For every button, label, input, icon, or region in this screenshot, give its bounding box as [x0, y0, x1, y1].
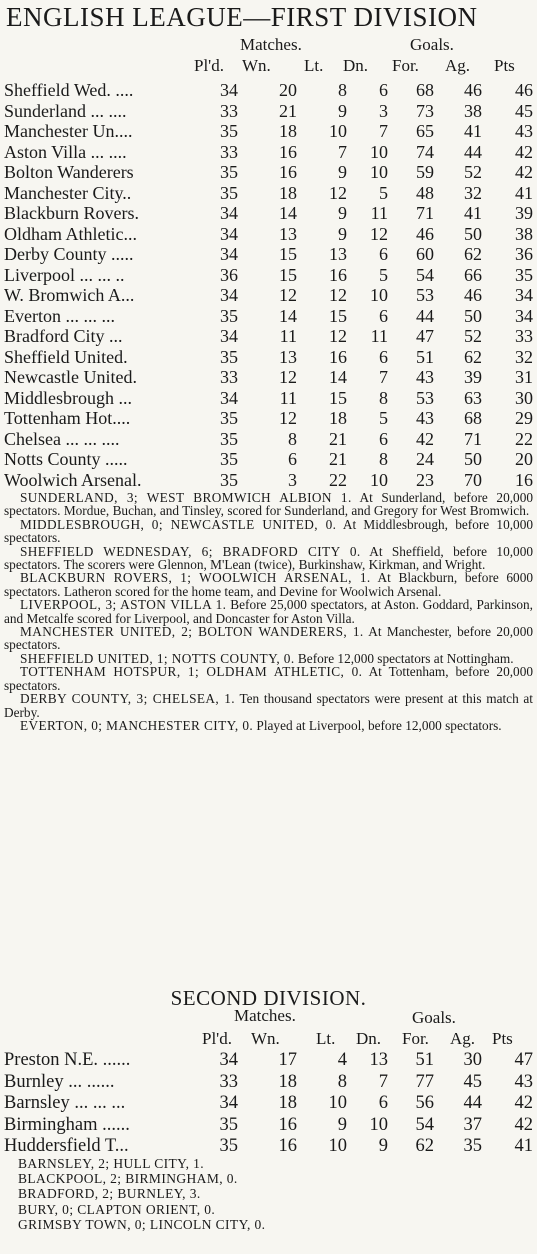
match-report	[4, 598, 533, 625]
column-header: Wn.	[251, 1029, 280, 1048]
first-division-title: ENGLISH LEAGUE—FIRST DIVISION	[6, 2, 478, 32]
cell-wn: 14	[279, 203, 297, 223]
cell-wn: 12	[279, 408, 297, 428]
cell-wn: 16	[278, 1136, 297, 1156]
match-report	[4, 692, 533, 719]
cell-lt: 12	[329, 182, 347, 203]
cell-ag: 63	[464, 387, 482, 408]
cell-for: 59	[416, 162, 434, 182]
column-header: Pts	[494, 56, 515, 75]
cell-for: 48	[416, 182, 434, 203]
team-name: Tottenham Hot....	[4, 408, 131, 428]
column-header: Lt.	[304, 56, 324, 75]
cell-for: 44	[416, 305, 434, 326]
match-score: EVERTON, 0; MANCHESTER CITY, 0.	[20, 717, 254, 733]
cell-pld: 34	[220, 326, 238, 346]
cell-wn: 12	[279, 367, 297, 387]
cell-ag: 46	[464, 80, 482, 100]
cell-pts: 39	[515, 203, 533, 223]
cell-wn: 21	[279, 100, 297, 121]
cell-ag: 50	[464, 223, 482, 244]
cell-pld: 34	[220, 285, 238, 305]
cell-lt: 9	[338, 162, 347, 182]
cell-ag: 45	[463, 1071, 482, 1092]
cell-dn: 5	[379, 182, 388, 203]
cell-lt: 10	[329, 121, 347, 141]
table-row	[4, 1136, 534, 1158]
match-score: TOTTENHAM HOTSPUR, 1; OLDHAM ATHLETIC, 0.	[20, 664, 363, 680]
table-row	[4, 347, 534, 368]
cell-for: 73	[416, 100, 434, 121]
cell-pts: 36	[515, 244, 533, 264]
cell-pts: 47	[514, 1050, 533, 1070]
cell-wn: 13	[279, 346, 297, 367]
cell-ag: 41	[464, 203, 482, 223]
cell-pld: 35	[220, 182, 238, 203]
cell-ag: 50	[464, 449, 482, 469]
cell-for: 68	[416, 80, 434, 100]
cell-dn: 6	[379, 428, 388, 449]
cell-ag: 52	[464, 162, 482, 182]
cell-pld: 35	[219, 1114, 238, 1135]
cell-pld: 34	[220, 223, 238, 244]
cell-for: 60	[416, 244, 434, 264]
team-name: Bradford City ...	[4, 326, 123, 346]
team-name: Middlesbrough ...	[4, 387, 132, 408]
match-report	[4, 719, 533, 732]
cell-pts: 16	[515, 469, 533, 490]
team-name: Bolton Wanderers	[4, 162, 134, 182]
cell-pld: 36	[220, 264, 238, 285]
column-header: Ag.	[445, 56, 471, 75]
match-score: LIVERPOOL, 3; ASTON VILLA 1.	[20, 597, 227, 613]
cell-for: 47	[416, 326, 434, 346]
cell-dn: 11	[370, 203, 388, 223]
cell-wn: 11	[279, 326, 297, 346]
match-score: MANCHESTER UNITED, 2; BOLTON WANDERERS, 1.	[20, 624, 364, 640]
cell-pts: 42	[515, 162, 533, 182]
table-row	[4, 121, 534, 142]
cell-pts: 20	[515, 449, 533, 469]
cell-wn: 13	[279, 223, 297, 244]
cell-for: 54	[415, 1114, 434, 1135]
team-name: Manchester City..	[4, 182, 132, 203]
column-header: Ag.	[450, 1029, 476, 1048]
cell-dn: 10	[370, 285, 388, 305]
team-name: Derby County .....	[4, 244, 134, 264]
cell-lt: 8	[337, 1071, 347, 1092]
cell-pts: 32	[515, 346, 533, 367]
table-row	[4, 203, 534, 224]
cell-pld: 35	[220, 121, 238, 141]
cell-pts: 41	[515, 182, 533, 203]
team-name: Sheffield United.	[4, 346, 128, 367]
cell-for: 56	[415, 1093, 434, 1113]
cell-for: 65	[416, 121, 434, 141]
cell-for: 42	[416, 428, 434, 449]
cell-dn: 6	[379, 346, 388, 367]
cell-lt: 9	[338, 203, 347, 223]
cell-pld: 34	[220, 80, 238, 100]
cell-dn: 13	[369, 1050, 388, 1070]
cell-lt: 14	[329, 367, 347, 387]
cell-pts: 34	[515, 305, 533, 326]
cell-for: 54	[416, 264, 434, 285]
cell-for: 46	[416, 223, 434, 244]
team-name: Sunderland ... ....	[4, 100, 127, 121]
table-row	[4, 101, 534, 122]
second-division-goals-header: Goals.	[412, 1008, 456, 1027]
cell-dn: 6	[379, 244, 388, 264]
cell-wn: 14	[279, 305, 297, 326]
cell-for: 77	[415, 1071, 434, 1092]
cell-pts: 29	[515, 408, 533, 428]
cell-pts: 45	[515, 100, 533, 121]
cell-pld: 35	[220, 449, 238, 469]
cell-for: 53	[416, 387, 434, 408]
cell-pld: 33	[220, 141, 238, 162]
match-score: BLACKBURN ROVERS, 1; WOOLWICH ARSENAL, 1.	[20, 570, 371, 586]
cell-dn: 9	[378, 1136, 388, 1156]
cell-pts: 22	[515, 428, 533, 449]
cell-ag: 50	[464, 305, 482, 326]
result-line: GRIMSBY TOWN, 0; LINCOLN CITY, 0.	[18, 1216, 266, 1232]
second-division-results	[18, 1156, 518, 1232]
team-name: Everton ... ... ...	[4, 305, 115, 326]
match-score: DERBY COUNTY, 3; CHELSEA, 1.	[20, 691, 236, 707]
cell-dn: 5	[379, 264, 388, 285]
cell-pld: 35	[220, 469, 238, 490]
cell-for: 23	[416, 469, 434, 490]
cell-pld: 34	[219, 1050, 238, 1070]
team-name: Sheffield Wed. ....	[4, 80, 134, 100]
team-name: W. Bromwich A...	[4, 285, 135, 305]
cell-dn: 6	[379, 80, 388, 100]
team-name: Huddersfield T...	[4, 1136, 129, 1156]
match-score: SHEFFIELD UNITED, 1; NOTTS COUNTY, 0.	[20, 650, 295, 666]
team-name: Manchester Un....	[4, 121, 133, 141]
cell-pld: 35	[220, 408, 238, 428]
cell-pts: 42	[514, 1093, 533, 1113]
cell-wn: 8	[288, 428, 297, 449]
table-row	[4, 470, 534, 491]
first-division-table	[4, 80, 534, 490]
cell-pld: 35	[219, 1136, 238, 1156]
cell-dn: 5	[379, 408, 388, 428]
team-name: Newcastle United.	[4, 367, 137, 387]
cell-lt: 16	[329, 264, 347, 285]
cell-lt: 21	[329, 449, 347, 469]
cell-dn: 10	[370, 141, 388, 162]
cell-dn: 10	[370, 162, 388, 182]
cell-wn: 20	[279, 80, 297, 100]
result-line: BARNSLEY, 2; HULL CITY, 1.	[18, 1156, 205, 1171]
cell-pld: 34	[219, 1093, 238, 1113]
match-details: At Tottenham, before 20,000 spectators.	[4, 664, 533, 693]
cell-pts: 43	[515, 121, 533, 141]
cell-ag: 46	[464, 285, 482, 305]
cell-wn: 15	[279, 244, 297, 264]
cell-dn: 3	[379, 100, 388, 121]
table-row	[4, 449, 534, 470]
cell-pts: 41	[514, 1136, 533, 1156]
cell-for: 62	[415, 1136, 434, 1156]
cell-lt: 9	[338, 100, 347, 121]
cell-ag: 44	[464, 141, 482, 162]
match-details: Before 12,000 spectators at Nottingham.	[294, 650, 514, 666]
match-report	[4, 571, 533, 598]
team-name: Birmingham ......	[4, 1114, 130, 1135]
cell-dn: 6	[378, 1093, 388, 1113]
cell-lt: 12	[329, 326, 347, 346]
cell-pld: 34	[220, 387, 238, 408]
cell-ag: 62	[464, 346, 482, 367]
column-header: Pl'd.	[194, 56, 224, 75]
column-header: Pl'd.	[202, 1029, 232, 1048]
column-header: For.	[392, 56, 419, 75]
cell-lt: 22	[329, 469, 347, 490]
cell-pts: 42	[515, 141, 533, 162]
team-name: Burnley ... ......	[4, 1071, 115, 1092]
match-report	[4, 665, 533, 692]
cell-dn: 8	[379, 449, 388, 469]
cell-dn: 6	[379, 305, 388, 326]
cell-ag: 37	[463, 1114, 482, 1135]
cell-ag: 30	[463, 1050, 482, 1070]
cell-pts: 42	[514, 1114, 533, 1135]
cell-for: 43	[416, 408, 434, 428]
column-header: Dn.	[343, 56, 369, 75]
cell-ag: 66	[464, 264, 482, 285]
cell-dn: 7	[378, 1071, 388, 1092]
column-header: For.	[402, 1029, 429, 1048]
team-name: Woolwich Arsenal.	[4, 469, 142, 490]
team-name: Chelsea ... ... ....	[4, 428, 120, 449]
cell-lt: 9	[337, 1114, 347, 1135]
team-name: Barnsley ... ... ...	[4, 1093, 126, 1113]
first-division-goals-header: Goals.	[410, 35, 454, 54]
match-report	[4, 545, 533, 572]
table-row	[4, 367, 534, 388]
cell-for: 24	[416, 449, 434, 469]
cell-wn: 17	[278, 1050, 297, 1070]
cell-pld: 33	[220, 100, 238, 121]
cell-pts: 35	[515, 264, 533, 285]
cell-dn: 10	[370, 469, 388, 490]
table-row	[4, 326, 534, 347]
table-row	[4, 429, 534, 450]
result-line: BRADFORD, 2; BURNLEY, 3.	[18, 1186, 201, 1202]
cell-ag: 62	[464, 244, 482, 264]
cell-dn: 8	[379, 387, 388, 408]
cell-ag: 41	[464, 121, 482, 141]
table-row	[4, 224, 534, 245]
cell-dn: 7	[379, 367, 388, 387]
team-name: Blackburn Rovers.	[4, 203, 139, 223]
cell-pld: 35	[220, 428, 238, 449]
team-name: Preston N.E. ......	[4, 1050, 131, 1070]
cell-lt: 7	[338, 141, 347, 162]
cell-dn: 11	[370, 326, 388, 346]
cell-lt: 15	[329, 305, 347, 326]
cell-wn: 18	[278, 1093, 297, 1113]
cell-lt: 13	[329, 244, 347, 264]
cell-ag: 44	[463, 1093, 482, 1113]
cell-pts: 30	[515, 387, 533, 408]
cell-ag: 32	[464, 182, 482, 203]
cell-ag: 38	[464, 100, 482, 121]
cell-lt: 9	[338, 223, 347, 244]
match-details: Ten thousand spectators were present at this match at Derby.	[4, 691, 533, 720]
team-name: Oldham Athletic...	[4, 223, 137, 244]
cell-pld: 33	[219, 1071, 238, 1092]
team-name: Liverpool ... ... ..	[4, 264, 125, 285]
cell-ag: 52	[464, 326, 482, 346]
cell-wn: 16	[279, 162, 297, 182]
cell-dn: 7	[379, 121, 388, 141]
match-score: MIDDLESBROUGH, 0; NEWCASTLE UNITED, 0.	[20, 516, 337, 532]
table-row	[4, 162, 534, 183]
cell-lt: 10	[328, 1093, 347, 1113]
first-division-matches-header: Matches.	[240, 35, 302, 54]
match-report	[4, 625, 533, 652]
cell-pld: 35	[220, 162, 238, 182]
table-row	[4, 244, 534, 265]
table-row	[4, 285, 534, 306]
cell-pld: 34	[220, 244, 238, 264]
cell-pld: 35	[220, 346, 238, 367]
cell-dn: 12	[370, 223, 388, 244]
second-division-matches-header: Matches.	[234, 1006, 296, 1025]
cell-pld: 33	[220, 367, 238, 387]
cell-wn: 16	[279, 141, 297, 162]
cell-lt: 10	[328, 1136, 347, 1156]
cell-for: 51	[415, 1050, 434, 1070]
cell-lt: 8	[338, 80, 347, 100]
match-report	[4, 491, 533, 518]
cell-ag: 71	[464, 428, 482, 449]
cell-pts: 31	[515, 367, 533, 387]
cell-wn: 18	[279, 121, 297, 141]
cell-lt: 12	[329, 285, 347, 305]
cell-for: 53	[416, 285, 434, 305]
table-row	[4, 265, 534, 286]
cell-lt: 16	[329, 346, 347, 367]
cell-wn: 18	[278, 1071, 297, 1092]
match-details: Before 25,000 spectators, at Aston. Goddard, Parkinson, and Metcalfe scored for Liverpool, and Doncaster for Aston Villa.	[4, 597, 533, 626]
match-details: At Middlesbrough, before 10,000 spectators.	[4, 516, 533, 546]
cell-wn: 18	[279, 182, 297, 203]
column-header: Wn.	[242, 56, 271, 75]
cell-for: 74	[416, 141, 434, 162]
cell-for: 51	[416, 346, 434, 367]
match-details: At Blackburn, before 6000 spectators. Latheron scored for the home team, and Devine for Woolwich Arsenal.	[4, 570, 533, 599]
result-line: BLACKPOOL, 2; BIRMINGHAM, 0.	[18, 1171, 238, 1187]
match-score: SHEFFIELD WEDNESDAY, 6; BRADFORD CITY 0.	[20, 543, 361, 559]
match-report	[4, 518, 533, 545]
cell-pts: 34	[515, 285, 533, 305]
match-details: Played at Liverpool, before 12,000 spectators.	[253, 717, 502, 733]
table-row	[4, 388, 534, 409]
cell-lt: 15	[329, 387, 347, 408]
table-row	[4, 1050, 534, 1072]
second-division-table	[4, 1050, 534, 1158]
cell-pts: 43	[514, 1071, 533, 1092]
team-name: Aston Villa ... ....	[4, 141, 127, 162]
cell-lt: 18	[329, 408, 347, 428]
column-header: Pts	[492, 1029, 513, 1048]
cell-lt: 4	[337, 1050, 347, 1070]
cell-pts: 38	[515, 223, 533, 244]
table-row	[4, 183, 534, 204]
match-details: At Sheffield, before 10,000 spectators. The scorers were Glennon, M'Lean (twice), Burkinshaw, Kirkman, and Wright.	[4, 543, 533, 573]
cell-ag: 39	[464, 367, 482, 387]
cell-wn: 16	[278, 1114, 297, 1135]
match-report	[4, 652, 533, 665]
column-header: Dn.	[356, 1029, 382, 1048]
cell-pld: 34	[220, 203, 238, 223]
cell-wn: 15	[279, 264, 297, 285]
table-row	[4, 142, 534, 163]
cell-wn: 12	[279, 285, 297, 305]
cell-pts: 33	[515, 326, 533, 346]
table-row	[4, 1115, 534, 1137]
cell-wn: 3	[288, 469, 297, 490]
match-details: At Manchester, before 20,000 spectators.	[4, 624, 533, 653]
cell-wn: 11	[279, 387, 297, 408]
team-name: Notts County .....	[4, 449, 128, 469]
cell-for: 43	[416, 367, 434, 387]
cell-pts: 46	[515, 80, 533, 100]
cell-pld: 35	[220, 305, 238, 326]
cell-wn: 6	[288, 449, 297, 469]
match-reports	[4, 491, 533, 732]
table-row	[4, 306, 534, 327]
match-details: At Sunderland, before 20,000 spectators. Mordue, Buchan, and Tinsley, scored for Sunderland, and Gregory for West Bromwich.	[4, 490, 533, 519]
cell-ag: 68	[464, 408, 482, 428]
cell-ag: 70	[464, 469, 482, 490]
table-row	[4, 1093, 534, 1115]
table-row	[4, 408, 534, 429]
table-row	[4, 1072, 534, 1094]
column-header: Lt.	[316, 1029, 336, 1048]
match-score: SUNDERLAND, 3; WEST BROMWICH ALBION 1.	[20, 490, 352, 505]
second-division-title: SECOND DIVISION.	[170, 986, 367, 1010]
table-row	[4, 80, 534, 101]
cell-for: 71	[416, 203, 434, 223]
cell-ag: 35	[463, 1136, 482, 1156]
result-line: BURY, 0; CLAPTON ORIENT, 0.	[18, 1201, 216, 1217]
cell-lt: 21	[329, 428, 347, 449]
cell-dn: 10	[369, 1114, 388, 1135]
